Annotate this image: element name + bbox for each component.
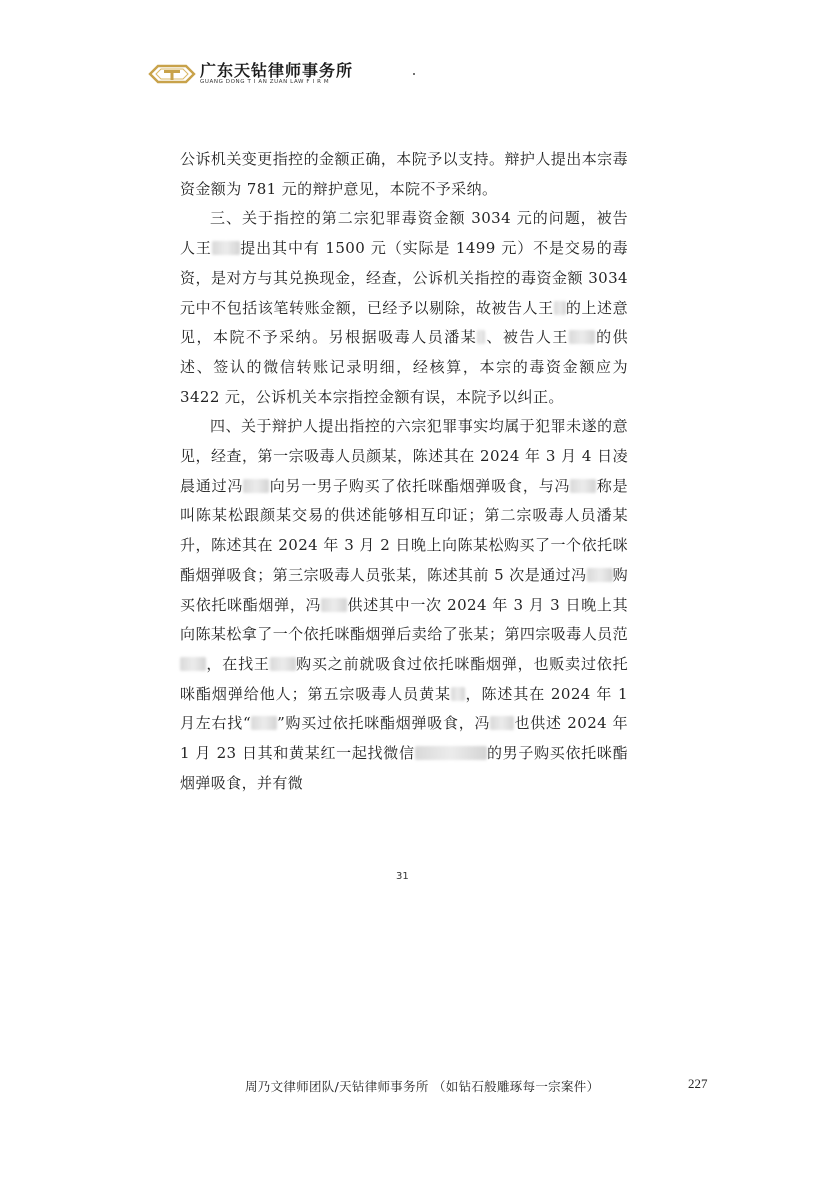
diamond-t-logo-icon [148,63,196,85]
p3-segment-1: 四、关于辩护人提出指控的六宗犯罪事实均属于犯罪未遂的意见，经查，第一宗吸毒人员颜某，陈述其在 2024 年 3 月 4 日凌晨通过冯 [180,417,628,495]
header-dot [413,73,415,75]
redaction-block [490,716,514,730]
p3-segment-10: 也供述 2024 年 1 月 23 日其和黄某红一起找微信 [180,714,628,763]
p3-segment-7: 购买之前就吸食过依托咪酯烟弹，也贩卖过依托咪酯烟弹给他人；第五宗吸毒人员黄某 [180,654,628,703]
p3-segment-3: 称是叫陈某松跟颜某交易的供述能够相互印证；第二宗吸毒人员潘某升，陈述其在 2024 年 3 月 2 日晚上向陈某松购买了一个依托咪酯烟弹吸食；第三宗吸毒人员张某，陈述其前 5 次是通过冯 [180,476,628,584]
redaction-block [587,568,613,582]
p2-segment-3: 的上述意见，本院不予采纳。另根据吸毒人员潘某 [180,298,628,347]
redaction-block [243,479,269,493]
redaction-block [451,687,465,701]
p2-segment-2: 提出其中有 1500 元（实际是 1499 元）不是交易的毒资，是对方与其兑换现金，经查，公诉机关指控的毒资金额 3034 元中不包括该笔转账金额，已经予以剔除，故被告人王 [180,239,628,317]
redaction-block [212,241,240,255]
paragraph-3 [180,412,628,798]
paragraph-1-text: 公诉机关变更指控的金额正确，本院予以支持。辩护人提出本宗毒资金额为 781 元的辩护意见，本院不予采纳。 [180,150,628,198]
footer-page-number: 227 [688,1076,708,1091]
firm-name-english: GUANG DONG T I AN ZUAN LAW F I R M [200,79,330,85]
p3-segment-2: 向另一男子购买了依托咪酯烟弹吸食，与冯 [269,476,571,495]
letterhead [148,62,353,86]
redaction-block [321,598,347,612]
redaction-block [569,330,595,344]
redaction-block [251,716,277,730]
inner-page-number: 31 [396,871,409,882]
firm-name-block [200,62,353,86]
p3-segment-8: ，陈述其在 2024 年 1 月左右找“ [180,684,629,733]
p3-segment-9: ”购买过依托咪酯烟弹吸食，冯 [277,714,491,733]
redaction-block [554,301,566,315]
p2-segment-5: 的供述、签认的微信转账记录明细，经核算，本宗的毒资金额应为 3422 元，公诉机关本宗指控金额有误，本院予以纠正。 [180,328,628,406]
redaction-block [415,746,487,760]
p3-segment-6: ，在找王 [206,654,270,673]
redaction-block [270,657,296,671]
p3-segment-5: 供述其中一次 2024 年 3 月 3 日晚上其向陈某松拿了一个依托咪酯烟弹后卖给了张某；第四宗吸毒人员范 [180,595,628,644]
redaction-block [180,657,206,671]
footer-text: 周乃文律师团队/天钻律师事务所 （如钻石般雕琢每一宗案件） [245,1079,600,1094]
p3-segment-11: 的男子购买依托咪酯烟弹吸食，并有微 [180,744,628,792]
document-body [180,145,628,798]
p2-segment-4: 、被告人王 [485,328,569,347]
paragraph-1 [180,145,628,204]
paragraph-2 [180,204,628,412]
firm-name: 广东天钻律师事务所 [200,61,354,80]
redaction-block [477,330,485,344]
redaction-block [570,479,596,493]
p3-segment-4: 购买依托咪酯烟弹，冯 [180,565,628,614]
p2-segment-1: 三、关于指控的第二宗犯罪毒资金额 3034 元的问题，被告人王 [180,209,628,258]
